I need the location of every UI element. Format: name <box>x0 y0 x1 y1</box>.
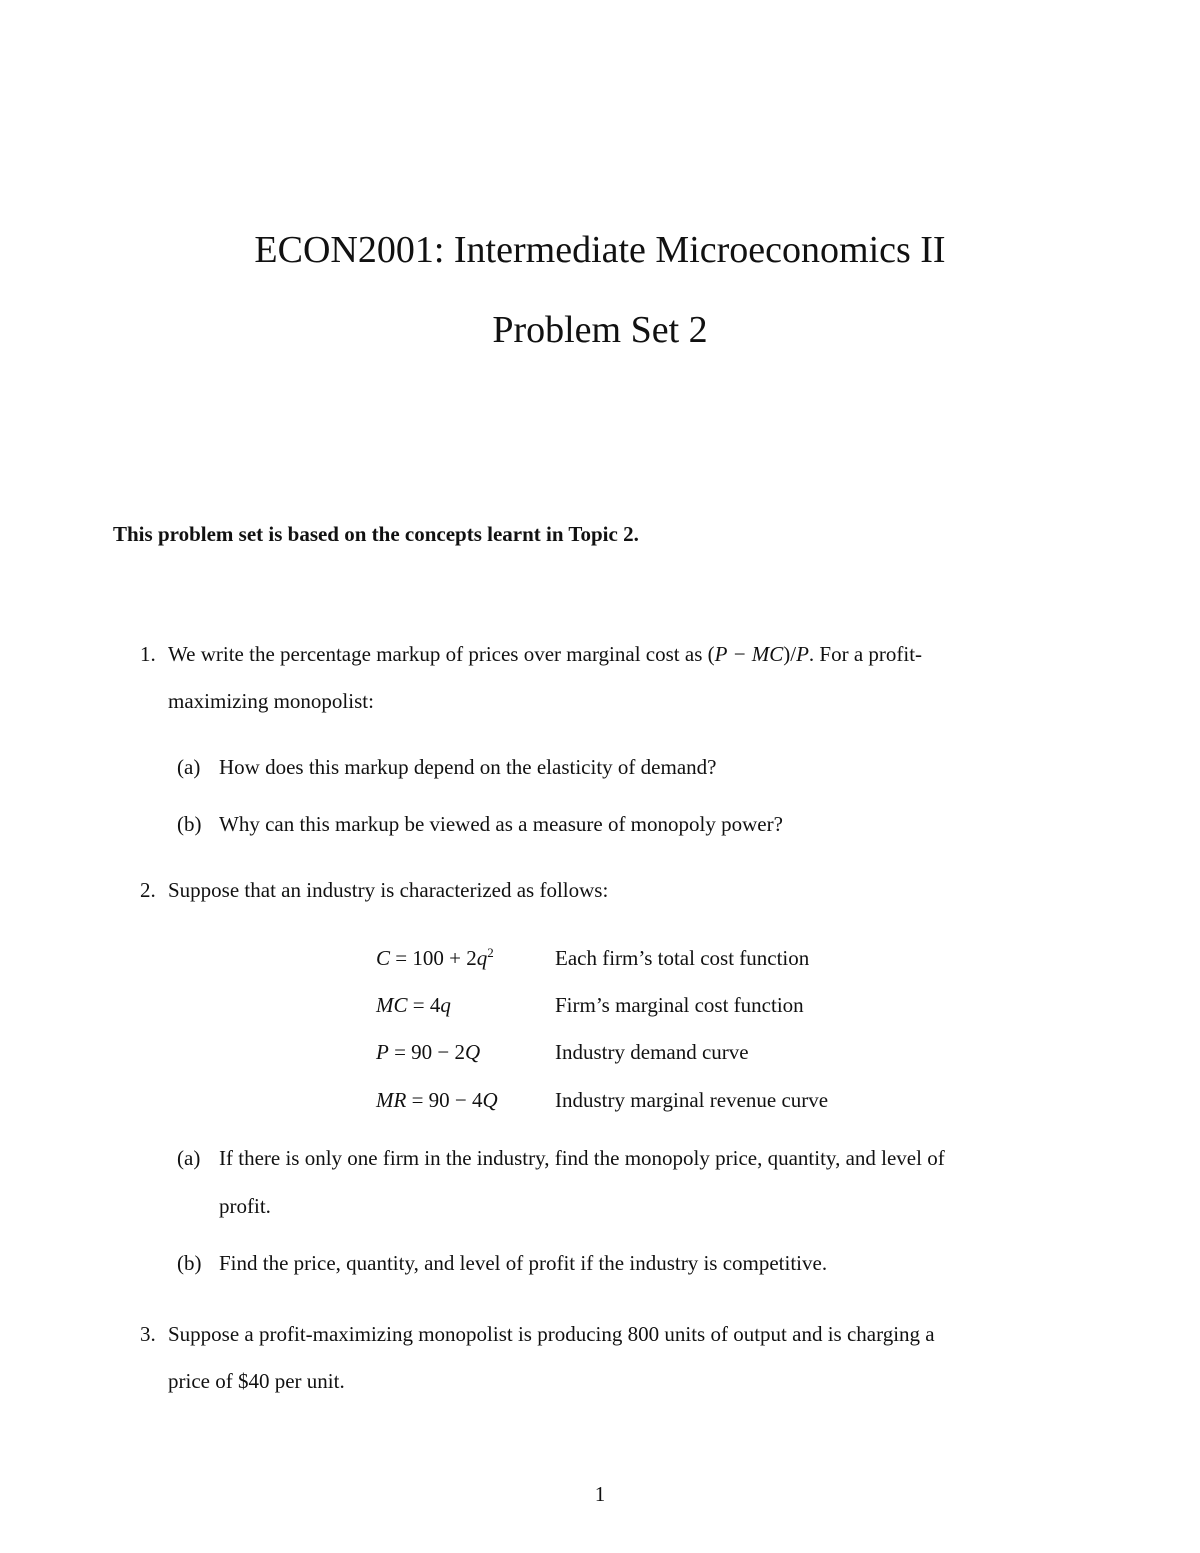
q3-line2: price of $40 per unit. <box>168 1369 345 1393</box>
q2-text: Suppose that an industry is characterized as follows: <box>168 878 609 902</box>
q3-number: 3. <box>140 1322 156 1346</box>
equation-lhs: P = 90 − 2Q <box>376 1040 481 1064</box>
q2a-label: (a) <box>177 1146 201 1170</box>
equation-description: Each firm’s total cost function <box>555 946 810 970</box>
equation-lhs: MC = 4q <box>376 993 451 1017</box>
equation-lhs: MR = 90 − 4Q <box>376 1088 498 1112</box>
q3-line1: Suppose a profit-maximizing monopolist is producing 800 units of output and is charging a <box>168 1322 935 1346</box>
q1-line2: maximizing monopolist: <box>168 689 374 713</box>
q1-markup-denominator: P <box>796 642 809 666</box>
q1b-text: Why can this markup be viewed as a measure of monopoly power? <box>219 812 783 836</box>
q1-number: 1. <box>140 642 156 666</box>
course-title: ECON2001: Intermediate Microeconomics II <box>254 229 946 271</box>
equation-description: Firm’s marginal cost function <box>555 993 804 1017</box>
q2b-text: Find the price, quantity, and level of profit if the industry is competitive. <box>219 1251 828 1275</box>
q1-markup-numerator: P − MC <box>714 642 784 666</box>
q1a-text: How does this markup depend on the elasticity of demand? <box>219 755 717 779</box>
q2b-label: (b) <box>177 1251 202 1275</box>
equation-lhs: $C = 100 + 2q^2$ <box>376 945 494 970</box>
equation-description: Industry marginal revenue curve <box>555 1088 829 1112</box>
q1-line1-post: . For a profit- <box>808 642 923 666</box>
page-number: 1 <box>594 1482 606 1506</box>
q2a-line1: If there is only one firm in the industry, find the monopoly price, quantity, and level of <box>219 1146 945 1170</box>
q1-line1-mid: )/ <box>783 642 797 666</box>
q1a-label: (a) <box>177 755 201 779</box>
q1-line1-pre: We write the percentage markup of prices over marginal cost as ( <box>168 642 715 666</box>
q1-line1 <box>168 642 922 667</box>
intro-statement: This problem set is based on the concepts learnt in Topic 2. <box>113 522 639 546</box>
q2-number: 2. <box>140 878 156 902</box>
problem-set-title: Problem Set 2 <box>492 309 708 351</box>
equation-description: Industry demand curve <box>555 1040 749 1064</box>
q1b-label: (b) <box>177 812 202 836</box>
q2a-line2: profit. <box>219 1194 271 1218</box>
